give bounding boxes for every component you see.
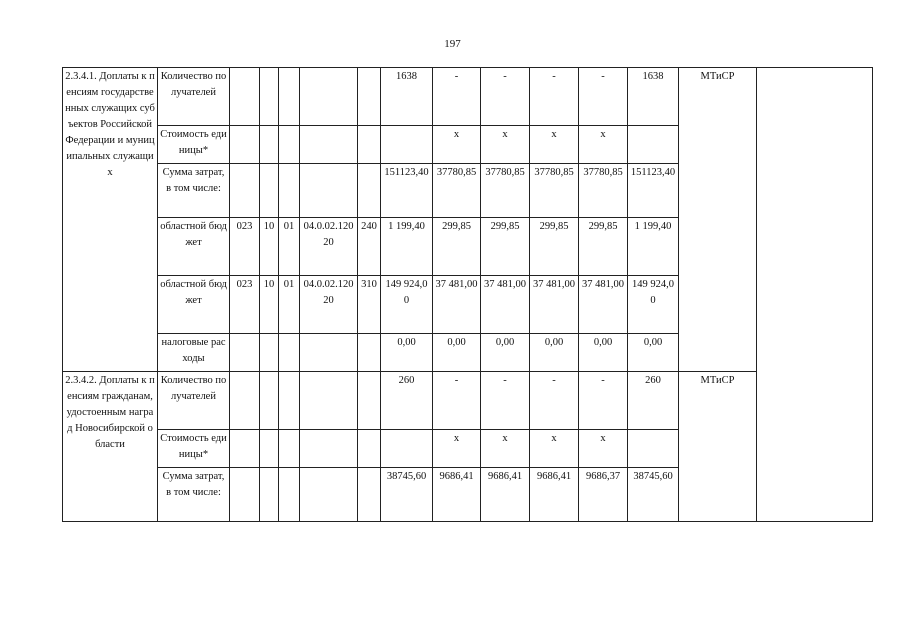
cell-year-3: - xyxy=(530,68,579,126)
cell-year-1: 0,00 xyxy=(433,334,481,372)
cell-total: 0,00 xyxy=(381,334,433,372)
cell-year-3: 37 481,00 xyxy=(530,276,579,334)
cell-code: 023 xyxy=(230,276,260,334)
cell-year-2: 37 481,00 xyxy=(481,276,530,334)
cell-code xyxy=(230,468,260,522)
cell-subsection xyxy=(279,430,300,468)
cell-section: 10 xyxy=(260,276,279,334)
cell-year-3: 37780,85 xyxy=(530,164,579,218)
cell-kind: 310 xyxy=(358,276,381,334)
cell-total: 1 199,40 xyxy=(381,218,433,276)
cell-kind xyxy=(358,126,381,164)
row-label: областной бюджет xyxy=(158,276,230,334)
cell-year-4: - xyxy=(579,68,628,126)
cell-subsection xyxy=(279,468,300,522)
cell-year-2: 37780,85 xyxy=(481,164,530,218)
cell-subsection: 01 xyxy=(279,218,300,276)
cell-year-3: х xyxy=(530,430,579,468)
cell-subsection xyxy=(279,372,300,430)
cell-subsection xyxy=(279,126,300,164)
cell-target xyxy=(300,468,358,522)
cell-code: 023 xyxy=(230,218,260,276)
cell-year-4: 9686,37 xyxy=(579,468,628,522)
budget-table xyxy=(62,67,873,522)
row-label: Сумма затрат, в том числе: xyxy=(158,468,230,522)
cell-section xyxy=(260,68,279,126)
cell-sum: 0,00 xyxy=(628,334,679,372)
cell-section: 10 xyxy=(260,218,279,276)
cell-sum xyxy=(628,430,679,468)
cell-year-2: 0,00 xyxy=(481,334,530,372)
cell-year-3: х xyxy=(530,126,579,164)
cell-kind xyxy=(358,68,381,126)
cell-year-4: 37780,85 xyxy=(579,164,628,218)
cell-kind: 240 xyxy=(358,218,381,276)
cell-section xyxy=(260,468,279,522)
cell-kind xyxy=(358,334,381,372)
cell-target xyxy=(300,164,358,218)
row-label: областной бюджет xyxy=(158,218,230,276)
table-row xyxy=(63,68,873,126)
table-row xyxy=(63,372,873,430)
cell-target xyxy=(300,372,358,430)
cell-total: 149 924,00 xyxy=(381,276,433,334)
cell-code xyxy=(230,372,260,430)
section-title: 2.3.4.1. Доплаты к пенсиям государственных служащих субъектов Российской Федерации и муниципальных служащих xyxy=(63,68,158,372)
cell-year-2: х xyxy=(481,430,530,468)
cell-year-4: - xyxy=(579,372,628,430)
cell-year-1: 299,85 xyxy=(433,218,481,276)
cell-year-2: - xyxy=(481,372,530,430)
cell-section xyxy=(260,334,279,372)
cell-year-4: 0,00 xyxy=(579,334,628,372)
cell-kind xyxy=(358,372,381,430)
cell-year-1: х xyxy=(433,430,481,468)
cell-year-1: 37 481,00 xyxy=(433,276,481,334)
result-column xyxy=(757,68,873,522)
row-label: Сумма затрат, в том числе: xyxy=(158,164,230,218)
cell-sum: 1638 xyxy=(628,68,679,126)
cell-target: 04.0.02.12020 xyxy=(300,276,358,334)
cell-year-3: 9686,41 xyxy=(530,468,579,522)
row-label: Стоимость единицы* xyxy=(158,430,230,468)
executor: МТиСР xyxy=(679,372,757,522)
cell-section xyxy=(260,430,279,468)
cell-year-4: 37 481,00 xyxy=(579,276,628,334)
cell-total: 151123,40 xyxy=(381,164,433,218)
cell-code xyxy=(230,430,260,468)
page-number: 197 xyxy=(444,38,461,50)
cell-code xyxy=(230,126,260,164)
cell-year-2: - xyxy=(481,68,530,126)
row-label: налоговые расходы xyxy=(158,334,230,372)
cell-target xyxy=(300,430,358,468)
cell-code xyxy=(230,334,260,372)
cell-section xyxy=(260,372,279,430)
cell-section xyxy=(260,164,279,218)
cell-sum: 260 xyxy=(628,372,679,430)
cell-total: 38745,60 xyxy=(381,468,433,522)
cell-kind xyxy=(358,164,381,218)
cell-year-1: - xyxy=(433,372,481,430)
cell-sum: 149 924,00 xyxy=(628,276,679,334)
cell-year-4: 299,85 xyxy=(579,218,628,276)
cell-subsection xyxy=(279,68,300,126)
cell-year-1: 37780,85 xyxy=(433,164,481,218)
cell-code xyxy=(230,164,260,218)
cell-sum xyxy=(628,126,679,164)
section-title: 2.3.4.2. Доплаты к пенсиям гражданам, удостоенным наград Новосибирской области xyxy=(63,372,158,522)
cell-year-1: 9686,41 xyxy=(433,468,481,522)
cell-target: 04.0.02.12020 xyxy=(300,218,358,276)
cell-total: 260 xyxy=(381,372,433,430)
cell-year-2: 9686,41 xyxy=(481,468,530,522)
cell-target xyxy=(300,334,358,372)
executor: МТиСР xyxy=(679,68,757,372)
cell-sum: 151123,40 xyxy=(628,164,679,218)
cell-sum: 1 199,40 xyxy=(628,218,679,276)
cell-code xyxy=(230,68,260,126)
cell-year-3: 0,00 xyxy=(530,334,579,372)
cell-total xyxy=(381,126,433,164)
row-label: Количество получателей xyxy=(158,68,230,126)
cell-target xyxy=(300,68,358,126)
cell-kind xyxy=(358,430,381,468)
cell-year-4: х xyxy=(579,126,628,164)
cell-year-1: - xyxy=(433,68,481,126)
cell-total xyxy=(381,430,433,468)
cell-subsection xyxy=(279,164,300,218)
cell-total: 1638 xyxy=(381,68,433,126)
cell-kind xyxy=(358,468,381,522)
cell-target xyxy=(300,126,358,164)
row-label: Стоимость единицы* xyxy=(158,126,230,164)
cell-year-3: 299,85 xyxy=(530,218,579,276)
row-label: Количество получателей xyxy=(158,372,230,430)
cell-sum: 38745,60 xyxy=(628,468,679,522)
cell-year-2: 299,85 xyxy=(481,218,530,276)
cell-section xyxy=(260,126,279,164)
cell-year-4: х xyxy=(579,430,628,468)
cell-subsection xyxy=(279,334,300,372)
cell-subsection: 01 xyxy=(279,276,300,334)
cell-year-1: х xyxy=(433,126,481,164)
cell-year-2: х xyxy=(481,126,530,164)
cell-year-3: - xyxy=(530,372,579,430)
